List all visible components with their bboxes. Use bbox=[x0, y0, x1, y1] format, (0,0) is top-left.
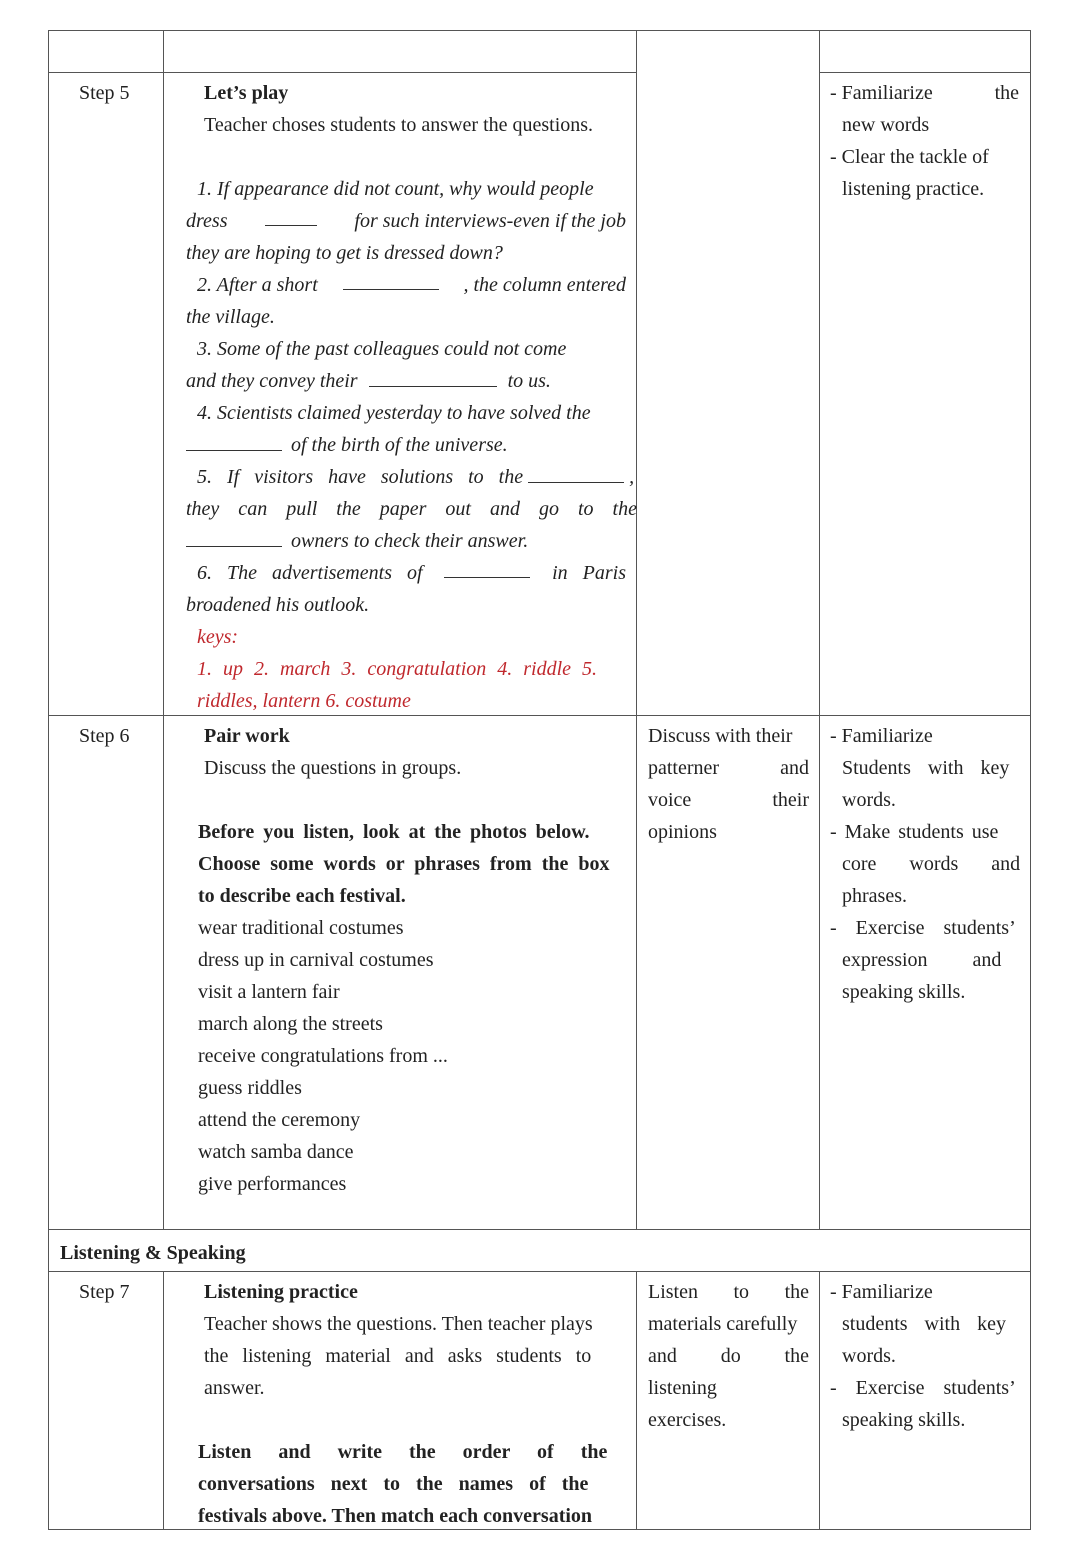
step7-intro-line: the listening material and asks students to bbox=[204, 1345, 592, 1367]
phrase-item: guess riddles bbox=[198, 1077, 302, 1099]
step7-intro-line: Teacher shows the questions. Then teacher plays bbox=[204, 1313, 593, 1335]
activity-line: voice their bbox=[648, 789, 809, 811]
step7-label: Step 7 bbox=[79, 1281, 130, 1303]
step7-title: Listening practice bbox=[204, 1281, 358, 1303]
task-line: festivals above. Then match each conversation bbox=[198, 1505, 593, 1527]
aim-line: - Clear the tackle of bbox=[830, 146, 989, 168]
task-line: conversations next to the names of the bbox=[198, 1473, 589, 1495]
keys-line-1: 1. up 2. march 3. congratulation 4. riddle 5. bbox=[197, 658, 598, 680]
phrase-item: march along the streets bbox=[198, 1013, 383, 1035]
keys-line-2: riddles, lantern 6. costume bbox=[197, 690, 411, 712]
phrase-item: attend the ceremony bbox=[198, 1109, 361, 1131]
step6-intro: Discuss the questions in groups. bbox=[204, 757, 462, 779]
aim-line: - Make students use bbox=[830, 821, 999, 843]
section-heading: Listening & Speaking bbox=[60, 1242, 246, 1264]
aim-line: - Familiarize bbox=[830, 725, 933, 747]
phrase-item: dress up in carnival costumes bbox=[198, 949, 434, 971]
header-row bbox=[49, 31, 1031, 73]
activity-line: opinions bbox=[648, 821, 717, 843]
question-6-line-1: 6. The advertisements of in Paris bbox=[197, 557, 626, 589]
aim-line: - Exercise students’ bbox=[830, 1377, 1016, 1399]
step5-title: Let’s play bbox=[204, 82, 289, 104]
answer-blank bbox=[186, 430, 282, 451]
task-line: Choose some words or phrases from the box bbox=[198, 853, 610, 875]
question-1-line-3: they are hoping to get is dressed down? bbox=[186, 242, 503, 264]
step7-intro-line: answer. bbox=[204, 1377, 265, 1399]
aim-line: - Familiarize the bbox=[830, 82, 1019, 104]
activity-line: patterner and bbox=[648, 757, 809, 779]
answer-blank bbox=[186, 526, 282, 547]
aim-line: listening practice. bbox=[842, 178, 985, 200]
keys-label: keys: bbox=[197, 626, 239, 648]
phrase-item: wear traditional costumes bbox=[198, 917, 404, 939]
answer-blank bbox=[369, 366, 497, 387]
activity-line: listening bbox=[648, 1377, 717, 1399]
activity-line: Listen to the bbox=[648, 1281, 809, 1303]
activity-line: exercises. bbox=[648, 1409, 727, 1431]
step6-content bbox=[198, 720, 626, 1220]
activity-line: materials carefully bbox=[648, 1313, 798, 1335]
answer-blank bbox=[528, 462, 624, 483]
question-2-line-1: 2. After a short , the column entered bbox=[197, 269, 626, 301]
question-4-line-1: 4. Scientists claimed yesterday to have solved the bbox=[197, 402, 591, 424]
step5-intro: Teacher choses students to answer the questions. bbox=[204, 114, 594, 136]
activity-line: and do the bbox=[648, 1345, 809, 1367]
step6-label: Step 6 bbox=[79, 725, 130, 747]
aim-line: students with key bbox=[842, 1313, 1006, 1335]
aim-line: expression and bbox=[842, 949, 1002, 971]
answer-blank bbox=[343, 269, 439, 290]
question-1-line-2: dress for such interviews-even if the job bbox=[186, 205, 626, 237]
task-line: Before you listen, look at the photos below. bbox=[198, 821, 590, 843]
aim-line: - Familiarize bbox=[830, 1281, 933, 1303]
phrase-item: watch samba dance bbox=[198, 1141, 354, 1163]
task-line: to describe each festival. bbox=[198, 885, 406, 907]
phrase-item: receive congratulations from ... bbox=[198, 1045, 448, 1067]
aim-line: words. bbox=[842, 789, 896, 811]
activity-line: Discuss with their bbox=[648, 725, 793, 747]
phrase-item: give performances bbox=[198, 1173, 347, 1195]
question-1-line-1: 1. If appearance did not count, why would people bbox=[197, 178, 594, 200]
aim-line: - Exercise students’ bbox=[830, 917, 1016, 939]
answer-blank bbox=[444, 557, 530, 578]
question-5-line-3: owners to check their answer. bbox=[186, 525, 626, 557]
aim-line: phrases. bbox=[842, 885, 907, 907]
step5-content bbox=[186, 77, 637, 717]
answer-blank bbox=[265, 205, 317, 226]
question-3-line-2: and they convey their to us. bbox=[186, 365, 626, 397]
step5-label: Step 5 bbox=[79, 82, 130, 104]
question-5-line-1: 5. If visitors have solutions to the , bbox=[197, 461, 626, 493]
phrase-item: visit a lantern fair bbox=[198, 981, 340, 1003]
aim-line: speaking skills. bbox=[842, 1409, 966, 1431]
question-3-line-1: 3. Some of the past colleagues could not come bbox=[197, 338, 567, 360]
task-line: Listen and write the order of the bbox=[198, 1441, 608, 1463]
aim-line: new words bbox=[842, 114, 930, 136]
aim-line: speaking skills. bbox=[842, 981, 966, 1003]
question-5-line-2: they can pull the paper out and go to the bbox=[186, 498, 637, 520]
aim-line: core words and bbox=[842, 853, 1021, 875]
question-6-line-2: broadened his outlook. bbox=[186, 594, 370, 616]
question-4-line-2: of the birth of the universe. bbox=[186, 429, 626, 461]
aim-line: words. bbox=[842, 1345, 896, 1367]
question-2-line-2: the village. bbox=[186, 306, 275, 328]
aim-line: Students with key bbox=[842, 757, 1010, 779]
step6-title: Pair work bbox=[204, 725, 290, 747]
step7-content bbox=[198, 1276, 626, 1526]
